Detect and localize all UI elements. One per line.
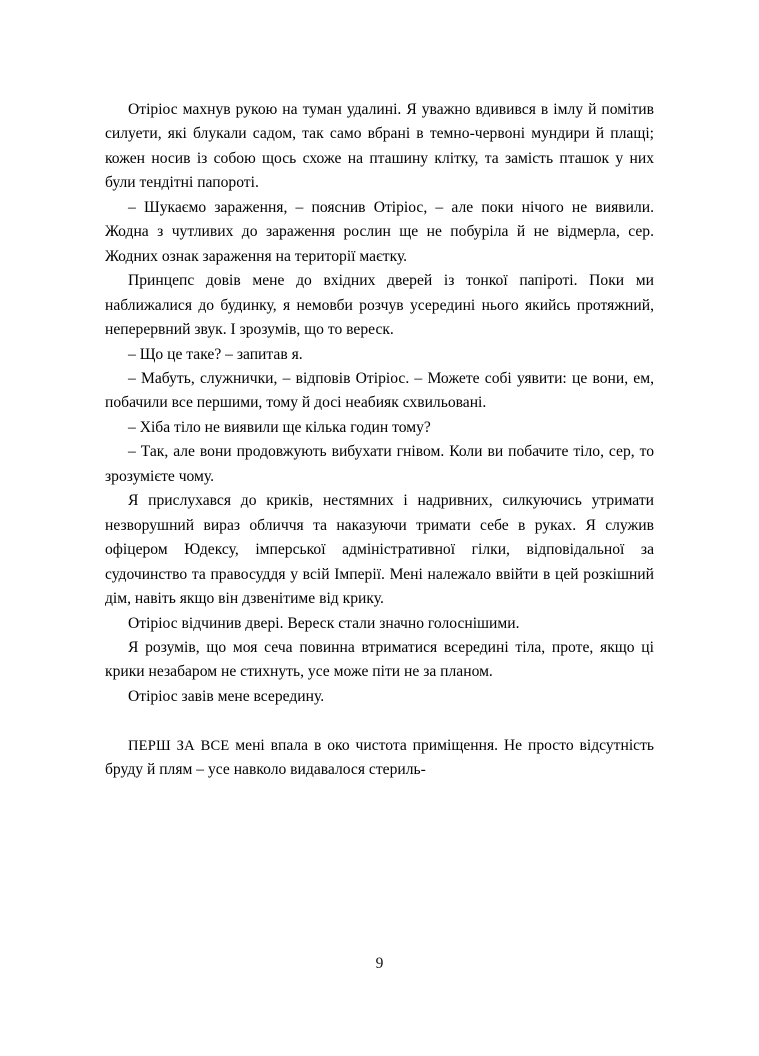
- paragraph: Я розумів, що моя сеча повинна втриматися всередині тіла, проте, якщо ці крики незабаром не стихнуть, усе може піти не за планом.: [105, 638, 654, 681]
- page-number: 9: [375, 955, 384, 972]
- paragraph: – Хіба тіло не виявили ще кілька годин тому?: [128, 418, 431, 436]
- paragraph: Отіріос відчинив двері. Вереск стали значно голоснішими.: [128, 614, 520, 632]
- section-lead-caps: ПЕРШ ЗА ВСЕ: [128, 737, 230, 754]
- section-lead-rest: мені впала в око чистота приміщення. Не просто відсутність бруду й плям – усе навколо видавалося стериль-: [105, 736, 654, 779]
- page-text-block: [105, 98, 654, 783]
- paragraph: – Мабуть, служнички, – відповів Отіріос. – Можете собі уявити: це вони, ем, побачили все першими, тому й досі неабияк схвильовані.: [105, 369, 654, 412]
- paragraph-section-opening: [105, 734, 654, 783]
- paragraph: Принцепс довів мене до вхідних дверей із тонкої папіроті. Поки ми наближалися до будинку, я немовби розчув усередині нього якийсь протяжний, неперервний звук. І зрозумів, що то вереск.: [105, 272, 654, 339]
- paragraph: – Так, але вони продовжують вибухати гнівом. Коли ви побачите тіло, сер, то зрозумієте чому.: [105, 443, 654, 485]
- paragraph: Я прислухався до криків, нестямних і надривних, силкуючись утримати незворушний вираз обличчя та наказуючи тримати себе в руках. Я служив офіцером Юдексу, імперської адміністративної гілки, відповідальної за судочинство та правосуддя у всій Імперії. Мені належало ввійти в цей розкішний дім, навіть якщо він дзвенітиме від крику.: [105, 492, 654, 608]
- paragraph: Отіріос махнув рукою на туман удалині. Я уважно вдивився в імлу й помітив силуети, які блукали садом, так само вбрані в темно-червоні мундири й плащі; кожен носив із собою щось схоже на пташину клітку, та замість пташок у них були тендітні папороті.: [105, 101, 654, 192]
- paragraph: Отіріос завів мене всередину.: [128, 687, 325, 705]
- paragraph: – Шукаємо зараження, – пояснив Отіріос, – але поки нічого не виявили. Жодна з чутливих до зараження рослин ще не побуріла й не відмерла, сер. Жодних ознак зараження на території маєтку.: [105, 198, 654, 265]
- paragraph: – Що це таке? – запитав я.: [128, 345, 303, 363]
